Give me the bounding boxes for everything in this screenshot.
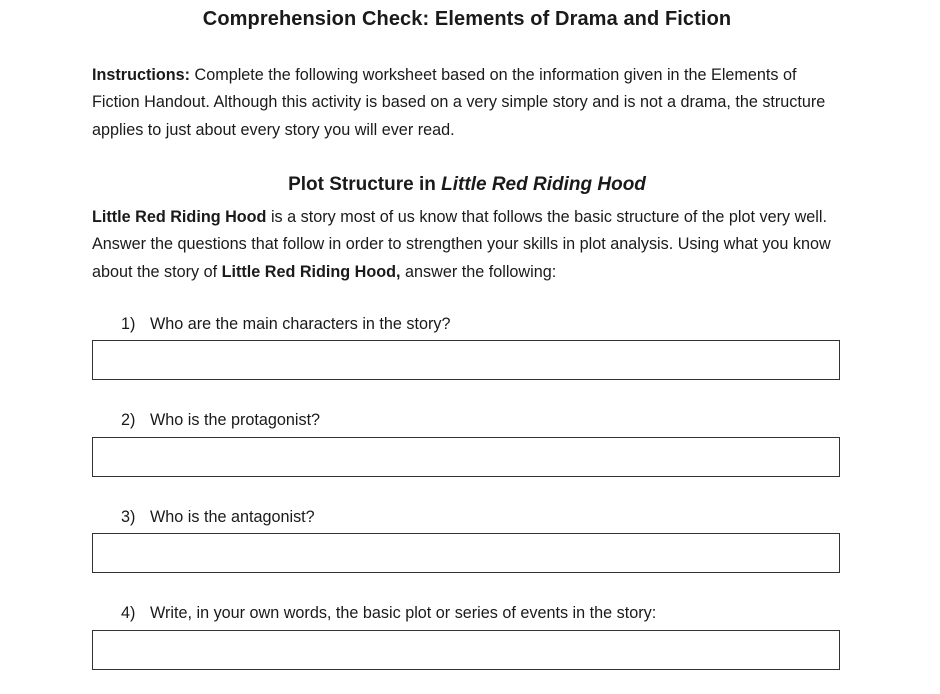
instructions-label: Instructions: [92, 66, 191, 84]
page-title: Comprehension Check: Elements of Drama and Fiction [202, 8, 732, 30]
question-text: Write, in your own words, the basic plot or series of events in the story: [150, 604, 657, 622]
section-heading [0, 174, 934, 196]
question-number: 4) [121, 604, 136, 622]
answer-box-4[interactable] [92, 630, 840, 670]
question-number: 3) [121, 508, 136, 526]
question-4 [121, 604, 656, 623]
answer-box-1[interactable] [92, 340, 840, 380]
question-text: Who is the protagonist? [150, 411, 321, 429]
section-intro-paragraph [92, 204, 848, 286]
section-heading-story-title: Little Red Riding Hood [441, 174, 646, 195]
question-2 [121, 411, 320, 430]
answer-box-2[interactable] [92, 437, 840, 477]
section-heading-prefix: Plot Structure in [288, 174, 442, 195]
question-number: 2) [121, 411, 136, 429]
question-text: Who is the antagonist? [150, 508, 315, 526]
question-1 [121, 315, 451, 334]
intro-story-title: Little Red Riding Hood [92, 208, 267, 226]
instructions-text: Complete the following worksheet based on the information given in the Elements of Fiction Handout. Although this activity is based on a very simple story and is not a drama, the structure applies to just about every story you will ever read. [92, 66, 826, 139]
question-text: Who are the main characters in the story? [150, 315, 451, 333]
instructions-paragraph [92, 62, 848, 144]
intro-text-part-1: is a story most of us know that follows the basic structure of the plot very well. Answer the questions that follow in order to strengthen your skills in plot analysis. Using what you know about the story of [92, 208, 831, 281]
intro-story-title-2: Little Red Riding Hood, [221, 262, 401, 281]
answer-box-3[interactable] [92, 533, 840, 573]
question-3 [121, 508, 315, 527]
question-number: 1) [121, 315, 136, 333]
intro-text-part-2: answer the following: [400, 262, 557, 281]
